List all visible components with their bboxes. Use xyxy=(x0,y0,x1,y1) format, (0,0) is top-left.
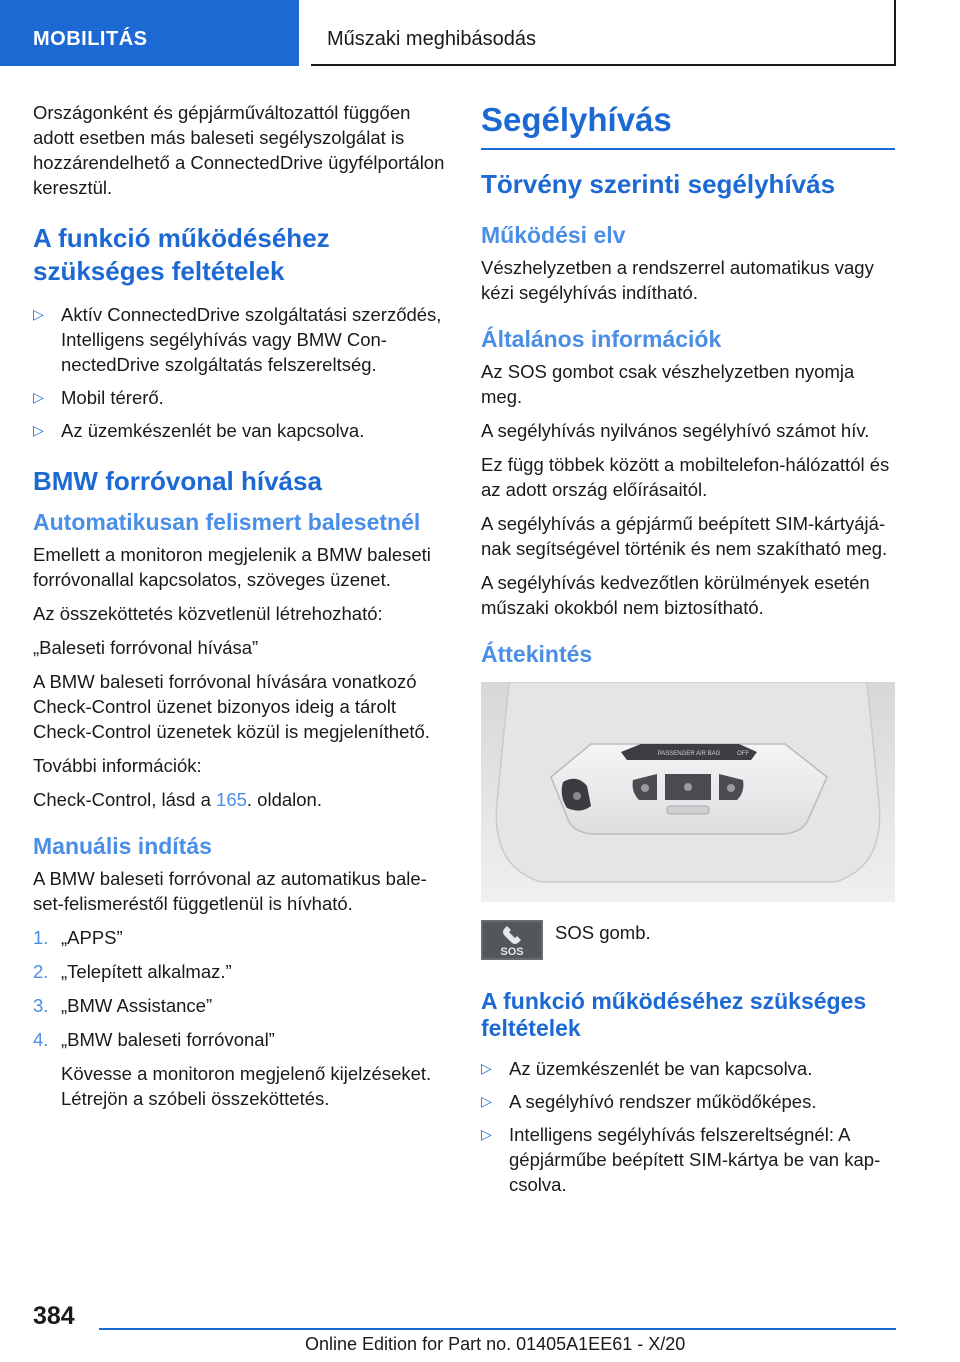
footer-divider xyxy=(99,1328,896,1330)
step-number: 4. xyxy=(33,1029,49,1050)
sos-icon-text: SOS xyxy=(500,946,524,958)
auto-paragraph-4: A BMW baleseti forróvonal hívására vonatkozó Check-Control üzenet bizonyos ideig a tárolt Check-Control üzenetek közül is megjeleníthető. xyxy=(33,671,430,742)
triangle-bullet-icon: ▷ xyxy=(33,389,44,405)
general-heading: Általános információk xyxy=(481,326,722,352)
auto-paragraph-1: Emellett a monitoron megjelenik a BMW baleseti forróvonallal kapcsolatos, szöveges üzenet. xyxy=(33,544,431,590)
general-paragraph-1: Az SOS gombot csak vészhelyzetben nyomja meg. xyxy=(481,361,855,407)
manual-heading: Manuális indítás xyxy=(33,833,212,859)
page-number: 384 xyxy=(33,1302,75,1330)
list-item: 4. „BMW baleseti forróvonal” Kövesse a monitoron megjelenő kijelzéseket. Létrejön a szóbeli összeköttetés. xyxy=(33,1027,448,1111)
list-item: ▷ Az üzemkészenlét be van kapcsolva. xyxy=(481,1058,813,1079)
overhead-console-photo xyxy=(481,682,895,902)
section-tab: MOBILITÁS xyxy=(0,0,299,66)
sos-button-icon xyxy=(481,920,543,960)
general-paragraph-3: Ez függ többek között a mobiltelefon-hálózattól és az adott ország előírásaitól. xyxy=(481,454,890,500)
step-number: 1. xyxy=(33,927,49,948)
auto-detect-heading: Automatikusan felismert balesetnél xyxy=(33,509,421,535)
sos-caption: SOS gomb. xyxy=(555,922,651,943)
triangle-bullet-icon: ▷ xyxy=(33,422,44,438)
page-header xyxy=(0,0,960,66)
hotline-heading: BMW forróvonal hívása xyxy=(33,466,322,496)
page-title: Segélyhívás xyxy=(481,100,895,150)
list-item: ▷ Mobil térerő. xyxy=(33,387,164,408)
steps-list xyxy=(33,925,448,1111)
general-paragraph-2: A segélyhívás nyilvános segélyhívó számot hív. xyxy=(481,420,870,441)
step-number: 3. xyxy=(33,995,49,1016)
general-paragraph-5: A segélyhívás kedvezőtlen körülmények esetén műszaki okokból nem biztosítható. xyxy=(481,572,870,618)
edition-text: Online Edition for Part no. 01405A1EE61 - X/20 xyxy=(305,1334,686,1354)
left-column xyxy=(33,100,448,1120)
right-column xyxy=(481,100,895,1205)
function-heading: Működési elv xyxy=(481,222,626,248)
triangle-bullet-icon: ▷ xyxy=(33,306,44,322)
triangle-bullet-icon: ▷ xyxy=(481,1060,492,1076)
airbag-off-text: OFF xyxy=(737,751,749,757)
step-number: 2. xyxy=(33,961,49,982)
chapter-title: Műszaki meghibásodás xyxy=(311,0,896,66)
cross-reference: Check-Control, lásd a 165. oldalon. xyxy=(33,789,322,810)
list-item: 3. „BMW Assistance” xyxy=(33,995,213,1016)
auto-paragraph-2: Az összeköttetés közvetlenül létrehozható: xyxy=(33,603,383,624)
overview-heading: Áttekintés xyxy=(481,641,593,667)
list-item: ▷ Intelligens segélyhívás felszereltségnél: A gépjárműbe beépített SIM-kártya be van kapcsolva. xyxy=(481,1124,881,1195)
requirements-heading-left: A funkció működéséhez szükséges feltételek xyxy=(33,223,330,286)
list-item: 2. „Telepített alkalmaz.” xyxy=(33,961,232,982)
step-4-detail: Kövesse a monitoron megjelenő kijelzéseket. Létrejön a szóbeli összeköttetés. xyxy=(61,1063,432,1109)
list-item: ▷ A segélyhívó rendszer működőképes. xyxy=(481,1091,817,1112)
airbag-label-text: PASSENGER AIR BAG xyxy=(657,751,721,757)
requirements-list-left xyxy=(33,302,448,443)
intro-paragraph: Országonként és gépjárműváltozattól függően adott esetben más baleseti segélyszolgálat is hozzárendelhető a ConnectedDrive ügyfélportálon keresztül. xyxy=(33,102,445,198)
sos-legend-row xyxy=(481,920,895,976)
list-item: 1. „APPS” xyxy=(33,927,123,948)
auto-paragraph-5: További információk: xyxy=(33,755,202,776)
general-paragraph-4: A segélyhívás a gépjármű beépített SIM-kártyájának segítségével történik és nem szakítható meg. xyxy=(481,513,888,559)
manual-paragraph: A BMW baleseti forróvonal az automatikus baleset-felismeréstől függetlenül is hívható. xyxy=(33,868,427,914)
requirements-list-right xyxy=(481,1056,895,1197)
page-link[interactable]: 165 xyxy=(216,789,247,810)
function-paragraph: Vészhelyzetben a rendszerrel automatikus vagy kézi segélyhívás indítható. xyxy=(481,257,874,303)
legal-heading: Törvény szerinti segélyhívás xyxy=(481,169,836,199)
list-item: ▷ Az üzemkészenlét be van kapcsolva. xyxy=(33,420,365,441)
auto-paragraph-3: „Baleseti forróvonal hívása” xyxy=(33,637,259,658)
requirements-heading-right: A funkció működéséhez szükséges feltételek xyxy=(481,988,867,1041)
list-item: ▷ Aktív ConnectedDrive szolgáltatási szerződés, Intelligens segélyhívás vagy BMW ConnectedDrive szolgáltatás felszereltség. xyxy=(33,304,442,375)
triangle-bullet-icon: ▷ xyxy=(481,1126,492,1142)
triangle-bullet-icon: ▷ xyxy=(481,1093,492,1109)
